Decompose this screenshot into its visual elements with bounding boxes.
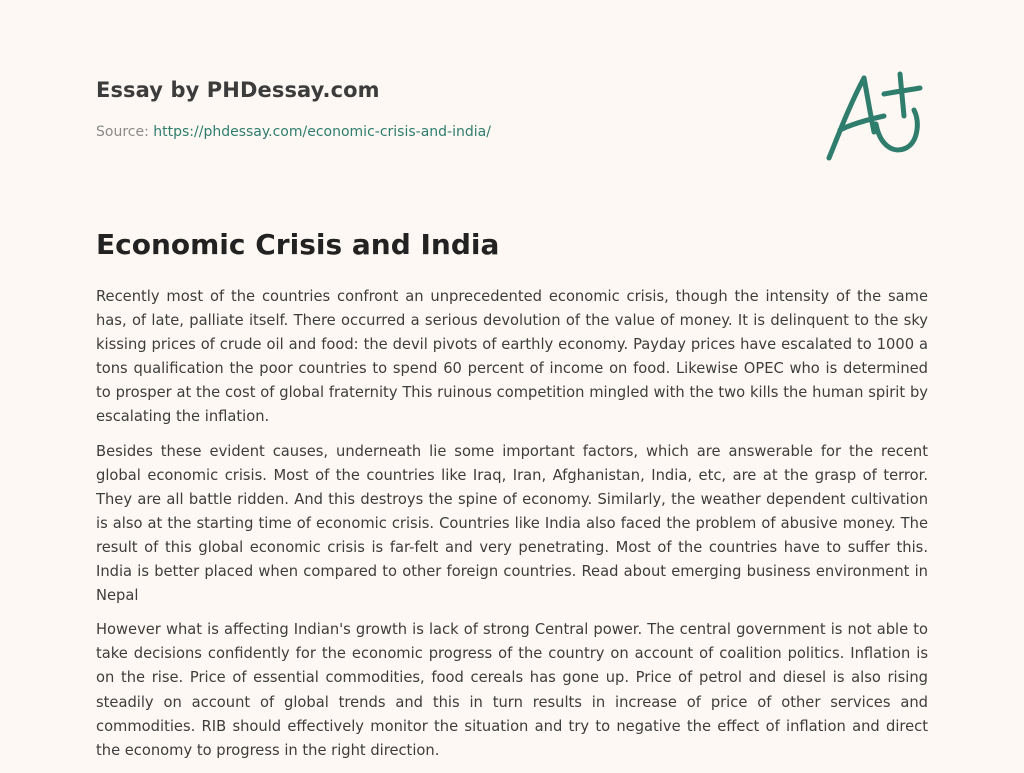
source-line	[96, 123, 696, 141]
brand-title: Essay by PHDessay.com	[96, 78, 380, 102]
a-plus-grade-icon	[820, 64, 930, 164]
article-body	[96, 285, 928, 773]
page-title: Economic Crisis and India	[96, 228, 500, 261]
paragraph: Besides these evident causes, underneath lie some important factors, which are answerable for the recent global economic crisis. Most of the countries like Iraq, Iran, Afghanistan, India, etc, are at the grasp of terror. They are all battle ridden. And this destroys the spine of economy. Similarly, the weather dependent cultivation is also at the starting time of economic crisis. Countries like India also faced the problem of abusive money. The result of this global economic crisis is far-felt and very penetrating. Most of the countries have to suffer this. India is better placed when compared to other foreign countries. Read about emerging business environment in Nepal	[96, 442, 928, 605]
paragraph: Recently most of the countries confront an unprecedented economic crisis, though the intensity of the same has, of late, palliate itself. There occurred a serious devolution of the value of money. It is delinquent to the sky kissing prices of crude oil and food: the devil pivots of earthly economy. Payday prices have escalated to 1000 a tons qualification the poor countries to spend 60 percent of income on food. Likewise OPEC who is determined to prosper at the cost of global fraternity This ruinous competition mingled with the two kills the human spirit by escalating the inflation.	[96, 288, 928, 426]
source-label: Source:	[96, 124, 149, 140]
source-link[interactable]: https://phdessay.com/economic-crisis-and-india/	[153, 124, 491, 140]
paragraph: However what is affecting Indian's growth is lack of strong Central power. The central government is not able to take decisions confidently for the economic progress of the country on account of coalition politics. Inflation is on the rise. Price of essential commodities, food cereals has gone up. Price of petrol and diesel is also rising steadily on account of global trends and this in turn results in increase of price of other services and commodities. RIB should effectively monitor the situation and try to negative the effect of inflation and direct the economy to progress in the right direction.	[96, 621, 928, 759]
essay-header	[96, 76, 696, 141]
